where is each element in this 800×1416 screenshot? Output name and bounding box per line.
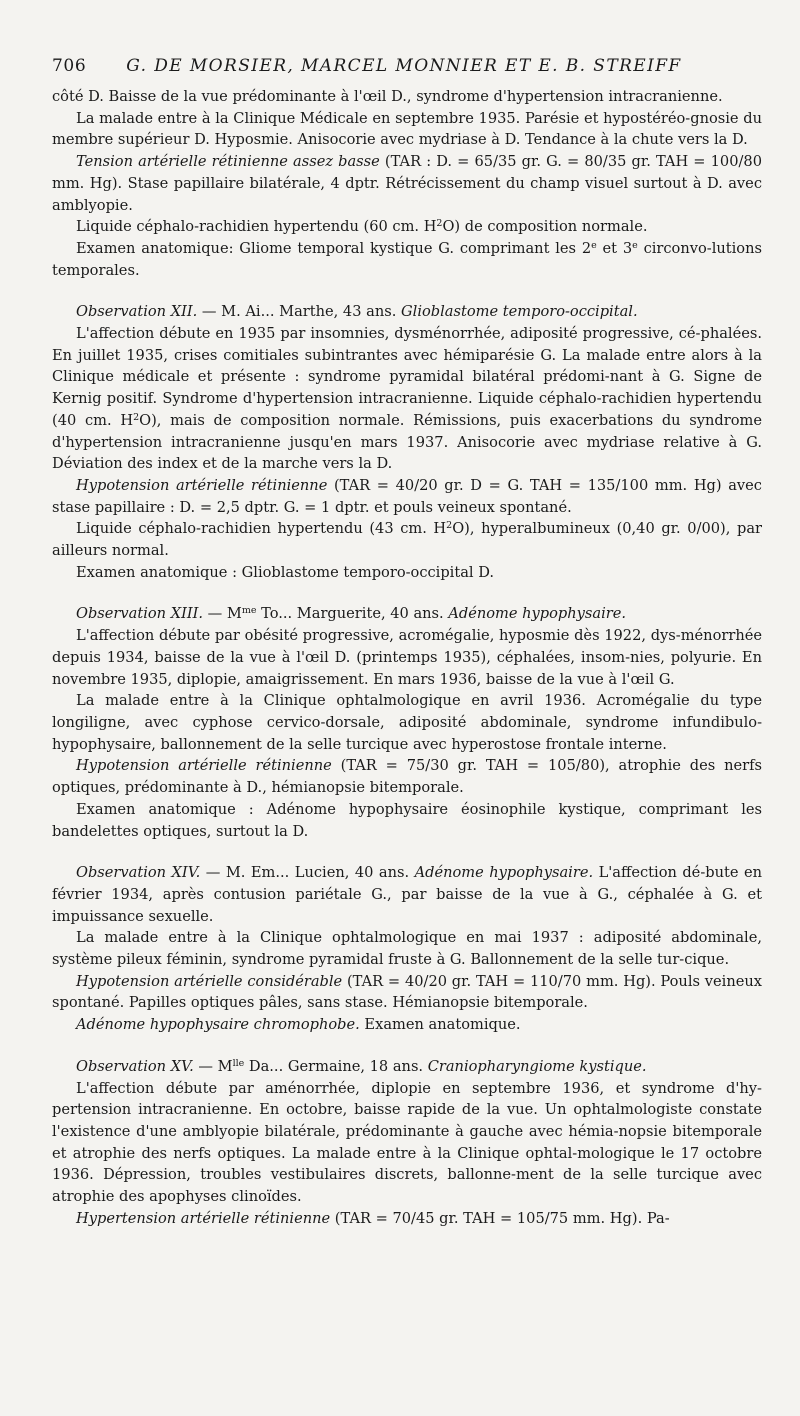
italic-lead: Hypotension artérielle rétinienne (76, 476, 328, 494)
superscript: 2 (436, 218, 443, 229)
page-number: 706 (52, 56, 87, 76)
text: (TAR = 40/20 gr. D = G. TAH = 135/100 mm. Hg) avec stase papillaire : D. = 2,5 dptr. G. = 1 dptr. et pouls veineux spontané. (52, 476, 762, 516)
text: (TAR : D. = 65/35 gr. G. = 80/35 gr. TAH = 100/80 mm. Hg). Stase papillaire bilatérale, 4 dptr. Rétrécissement du champ visuel surtout à D. avec amblyopie. (52, 153, 762, 214)
paragraph (52, 108, 762, 151)
text: La malade entre à la Clinique Médicale en septembre 1935. Parésie et hypostéréo-gnosie du membre supérieur D. Hyposmie. Anisocorie avec mydriase à D. Tendance à la chute vers la D. (52, 109, 762, 149)
paragraph (52, 151, 762, 216)
paragraph (52, 562, 762, 584)
text: et 3 (596, 239, 633, 257)
paragraph (52, 1078, 762, 1208)
paragraph (52, 799, 762, 842)
text: (TAR = 40/20 gr. TAH = 110/70 mm. Hg). Pouls veineux spontané. Papilles optiques pâles, sans stase. Hémianopsie bitemporale. (52, 972, 762, 1012)
observation-label: Observation XV. (76, 1057, 194, 1075)
diagnosis: Glioblastome temporo-occipital. (401, 303, 638, 321)
text: Examen anatomique : Glioblastome temporo-occipital D. (76, 563, 495, 581)
italic-lead: Tension artérielle rétinienne assez basse (76, 153, 380, 171)
paragraph (52, 238, 762, 281)
paragraph (52, 690, 762, 755)
italic-lead: Hypertension artérielle rétinienne (76, 1209, 331, 1227)
paragraph (52, 216, 762, 238)
superscript: 2 (133, 411, 140, 423)
patient: Da... Germaine, 18 ans. (244, 1057, 428, 1075)
text: Examen anatomique: Gliome temporal kystique G. comprimant les 2 (76, 239, 592, 257)
observation-label: Observation XIV. (76, 864, 201, 882)
superscript: 2 (446, 520, 453, 532)
paragraph (52, 86, 762, 108)
observation-heading (52, 301, 762, 323)
superscript: e (632, 239, 638, 251)
patient: — M. Ai... Marthe, 43 ans. (197, 303, 402, 321)
patient: — M (203, 605, 242, 623)
paragraph (52, 971, 762, 1014)
paragraph (52, 518, 762, 561)
text: O), mais de composition normale. Rémissions, puis exacerbations du syndrome d'hypertension intracranienne jusqu'en mars 1937. Anisocorie avec mydriase relative à G. Déviation des index et de la marche vers la D. (52, 411, 762, 473)
patient: — M (193, 1057, 233, 1075)
running-header (52, 56, 762, 76)
text: Examen anatomique : Adénome hypophysaire éosinophile kystique, comprimant les bandelettes optiques, surtout la D. (52, 800, 762, 840)
text: Examen anatomique. (359, 1016, 521, 1034)
text: Liquide céphalo-rachidien hypertendu (43 cm. H (76, 520, 447, 538)
diagnosis: Craniopharyngiome kystique. (427, 1057, 647, 1075)
paragraph (52, 927, 762, 970)
observation-heading (52, 1056, 762, 1078)
superscript: lle (232, 1057, 245, 1069)
paragraph (52, 1208, 762, 1230)
diagnosis: Adénome hypophysaire. (448, 605, 626, 623)
diagnosis: Adénome hypophysaire. (414, 864, 594, 882)
superscript: me (241, 605, 257, 617)
text: L'affection débute par aménorrhée, diplopie en septembre 1936, et syndrome d'hy-pertension intracranienne. En octobre, baisse rapide de la vue. Un ophtalmologiste constate l'existence d'une amblyopie bilatérale, prédominante à gauche avec hémia-nopsie bitemporale et atrophie des nerfs optiques. La malade entre à la Clinique ophtal-mologique le 17 octobre 1936. Dépression, troubles vestibulaires discrets, ballonne-ment de la selle turcique avec atrophie des apophyses clinoïdes. (52, 1079, 762, 1206)
italic-lead: Adénome hypophysaire chromophobe. (76, 1016, 360, 1034)
paragraph (52, 1014, 762, 1036)
observation-heading (52, 603, 762, 625)
text: O), hyperalbumineux (0,40 gr. 0/00), par ailleurs normal. (52, 520, 762, 560)
paragraph (52, 475, 762, 518)
text: (TAR = 75/30 gr. TAH = 105/80), atrophie des nerfs optiques, prédominante à D., hémianopsie bitemporale. (52, 757, 762, 797)
text: Liquide céphalo-rachidien hypertendu (60 cm. H (76, 218, 437, 236)
paragraph (52, 625, 762, 690)
text: côté D. Baisse de la vue prédominante à l'œil D., syndrome d'hypertension intracranienne. (52, 88, 723, 105)
text: L'affection débute en 1935 par insomnies, dysménorrhée, adiposité progressive, cé-phalées. En juillet 1935, crises comitiales subintrantes avec hémiparésie G. La malade entre alors à la Clinique médicale et présente : syndrome pyramidal bilatéral prédomi-nant à G. Signe de Kernig positif. Syndrome d'hypertension intracranienne. Liquide céphalo-rachidien hypertendu (40 cm. H (52, 325, 762, 429)
superscript: e (591, 239, 597, 251)
article-body (52, 86, 762, 1229)
text: (TAR = 70/45 gr. TAH = 105/75 mm. Hg). Pa- (330, 1209, 670, 1227)
italic-lead: Hypotension artérielle rétinienne (76, 757, 332, 775)
paragraph (52, 323, 762, 475)
patient: To... Marguerite, 40 ans. (256, 605, 449, 623)
paragraph (52, 755, 762, 798)
text: La malade entre à la Clinique ophtalmologique en avril 1936. Acromégalie du type longiligne, avec cyphose cervico-dorsale, adiposité abdominale, syndrome infundibulo-hypophysaire, ballonnement de la selle turcique avec hyperostose frontale interne. (52, 692, 762, 753)
text: L'affection débute par obésité progressive, acromégalie, hyposmie dès 1922, dys-ménorrhée depuis 1934, baisse de la vue à l'œil D. (printemps 1935), céphalées, insom-nies, polyurie. En novembre 1935, diplopie, amaigrissement. En mars 1936, baisse de la vue à l'œil G. (52, 627, 762, 688)
italic-lead: Hypotension artérielle considérable (76, 972, 343, 990)
observation-label: Observation XII. (76, 303, 198, 321)
running-title-authors: G. DE MORSIER, MARCEL MONNIER ET E. B. STREIFF (126, 56, 682, 76)
text: O) de composition normale. (442, 218, 648, 236)
observation-heading (52, 862, 762, 927)
text: La malade entre à la Clinique ophtalmologique en mai 1937 : adiposité abdominale, système pileux féminin, syndrome pyramidal fruste à G. Ballonnement de la selle tur-cique. (52, 929, 762, 969)
text: L'affection dé-bute en février 1934, après contusion pariétale G., par baisse de la vue à G., céphalée à G. et impuissance sexuelle. (52, 864, 762, 925)
patient: — M. Em... Lucien, 40 ans. (200, 864, 415, 882)
text: circonvo-lutions temporales. (52, 239, 762, 279)
observation-label: Observation XIII. (76, 605, 204, 623)
